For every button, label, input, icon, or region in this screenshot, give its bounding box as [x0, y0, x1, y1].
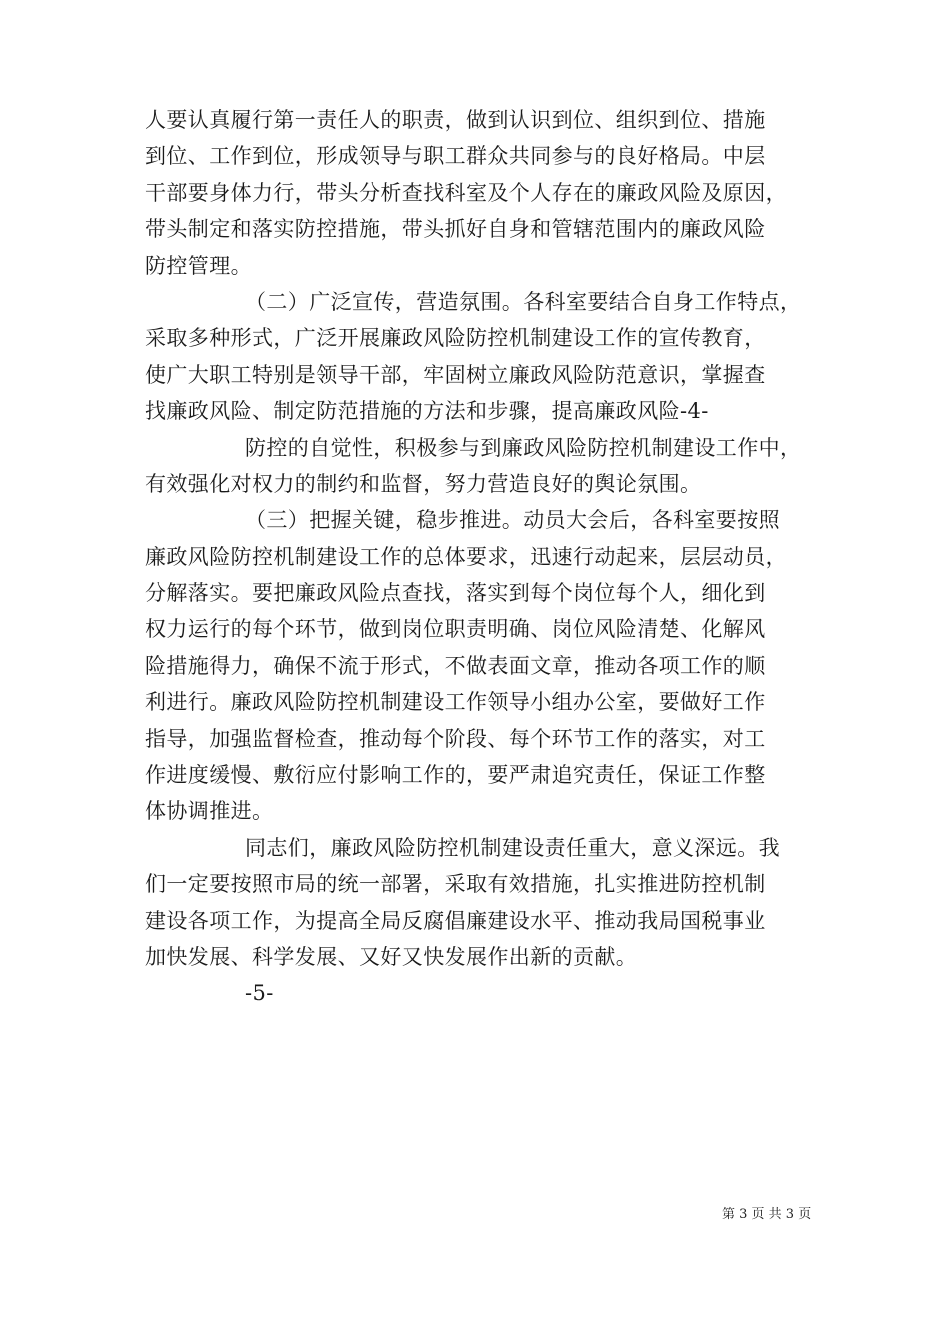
text-line: 体协调推进。: [145, 799, 274, 824]
text-line: 找廉政风险、制定防范措施的方法和步骤，提高廉政风险-4-: [145, 399, 709, 424]
text-line: 同志们，廉政风险防控机制建设责任重大，意义深远。我: [245, 835, 780, 860]
text-line: 险措施得力，确保不流于形式，不做表面文章，推动各项工作的顺: [145, 653, 766, 678]
text-line: 人要认真履行第一责任人的职责，做到认识到位、组织到位、措施: [145, 108, 766, 132]
text-line: 建设各项工作，为提高全局反腐倡廉建设水平、推动我局国税事业: [145, 908, 766, 933]
text-line: 廉政风险防控机制建设工作的总体要求，迅速行动起来，层层动员，: [145, 544, 787, 569]
text-line: 防控管理。: [145, 253, 252, 278]
text-line: 权力运行的每个环节，做到岗位职责明确、岗位风险清楚、化解风: [145, 617, 766, 642]
text-line: 有效强化对权力的制约和监督，努力营造良好的舆论氛围。: [145, 471, 702, 496]
text-line: 分解落实。要把廉政风险点查找，落实到每个岗位每个人，细化到: [145, 581, 766, 606]
text-line: 指导，加强监督检查，推动每个阶段、每个环节工作的落实，对工: [145, 726, 766, 751]
page-footer: 第 3 页 共 3 页: [722, 1207, 812, 1222]
text-line: 作进度缓慢、敷衍应付影响工作的，要严肃追究责任，保证工作整: [145, 763, 766, 788]
text-line: 防控的自觉性，积极参与到廉政风险防控机制建设工作中，: [245, 435, 802, 460]
text-line: 带头制定和落实防控措施，带头抓好自身和管辖范围内的廉政风险: [145, 217, 766, 242]
page-number-marker: -5-: [245, 981, 274, 1006]
text-line: 干部要身体力行，带头分析查找科室及个人存在的廉政风险及原因，: [145, 180, 787, 205]
text-line: 利进行。廉政风险防控机制建设工作领导小组办公室，要做好工作: [145, 690, 766, 715]
text-line: 们一定要按照市局的统一部署，采取有效措施，扎实推进防控机制: [145, 872, 766, 897]
text-line: （三）把握关键，稳步推进。动员大会后，各科室要按照: [245, 508, 780, 533]
document-body: [145, 102, 810, 1012]
text-line: 使广大职工特别是领导干部，牢固树立廉政风险防范意识，掌握查: [145, 362, 766, 387]
text-line: 采取多种形式，广泛开展廉政风险防控机制建设工作的宣传教育，: [145, 326, 766, 351]
text-line: 加快发展、科学发展、又好又快发展作出新的贡献。: [145, 944, 638, 969]
text-line: 到位、工作到位，形成领导与职工群众共同参与的良好格局。中层: [145, 144, 766, 169]
text-line: （二）广泛宣传，营造氛围。各科室要结合自身工作特点，: [245, 289, 802, 314]
